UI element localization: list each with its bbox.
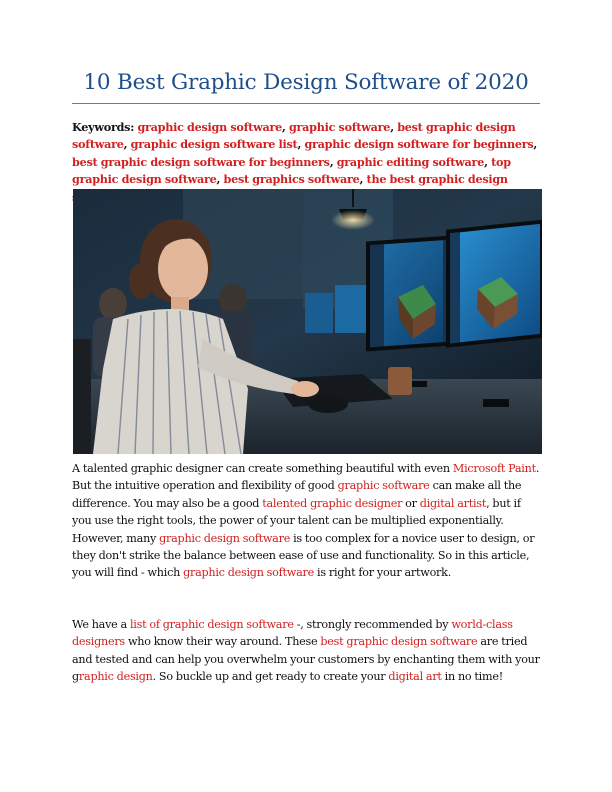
keyword-link[interactable]: best graphics software xyxy=(223,172,360,187)
keywords-label: Keywords: xyxy=(72,120,135,134)
text-run: is too complex for a novice user to design, or they don't strike the balance between ease of use and functionality. So in this article, you will find - which xyxy=(72,531,535,580)
keyword-link[interactable]: best graphic design software for beginners xyxy=(72,154,330,169)
inline-link[interactable]: graphic design software xyxy=(183,566,315,580)
hero-image xyxy=(73,189,542,454)
keyword-link[interactable]: graphic design software list xyxy=(130,137,298,152)
inline-link[interactable]: Microsoft Paint xyxy=(452,462,536,475)
inline-link[interactable]: digital art xyxy=(388,670,442,684)
text-run: -, strongly recommended by xyxy=(293,618,452,631)
intro-paragraph xyxy=(72,460,540,582)
keywords-list: graphic design software, graphic software, best graphic design software, graphic design software list, graphic design software for beginners, best graphic design software for beginners, graphic editing software, top graphic design software, best graphics software, the best graphic design xyxy=(72,120,537,204)
text-run: A talented graphic designer can create something beautiful with even xyxy=(72,462,453,475)
keyword-link[interactable]: best graphic design software xyxy=(72,120,516,152)
keyword-link[interactable]: graphic design software xyxy=(137,120,282,134)
inline-link[interactable]: graphic software xyxy=(337,479,430,493)
inline-link[interactable]: talented graphic designer xyxy=(262,496,403,510)
text-run: in no time! xyxy=(441,670,503,684)
text-run: . But the intuitive operation and flexibility of good xyxy=(72,462,540,493)
inline-link[interactable]: digital artist xyxy=(419,496,487,510)
inline-link[interactable]: best graphic design software xyxy=(320,635,478,649)
title-divider xyxy=(72,103,540,104)
keyword-link[interactable]: graphic editing software xyxy=(336,154,485,169)
text-run: We have a xyxy=(72,618,130,631)
keyword-link[interactable]: graphic software xyxy=(288,120,391,134)
inline-link[interactable]: raphic design xyxy=(78,670,153,684)
text-run: is right for your artwork. xyxy=(314,566,451,580)
recommendation-paragraph xyxy=(72,616,540,686)
text-run: , but if you use the right tools, the power of your talent can be multiplied exponentially. However, many xyxy=(72,496,521,545)
inline-link[interactable]: list of graphic design software xyxy=(129,618,294,631)
keyword-link[interactable]: graphic design software for beginners xyxy=(304,137,534,152)
photo-woman-designer-at-dual-monitors-icon xyxy=(73,189,542,454)
inline-link[interactable]: world-class designers xyxy=(72,618,513,649)
text-run: who know their way around. These xyxy=(124,635,321,649)
text-run: or xyxy=(402,496,420,510)
keyword-link[interactable]: the best graphic design xyxy=(366,172,508,187)
text-run: . So buckle up and get ready to create your xyxy=(152,670,389,684)
inline-link[interactable]: graphic design software xyxy=(159,531,291,545)
page-title: 10 Best Graphic Design Software of 2020 xyxy=(83,70,529,95)
text-run: can make all the difference. You may also be a good xyxy=(72,479,522,510)
keyword-link[interactable]: top graphic design software xyxy=(72,154,511,187)
text-run: are tried and tested and can help you overwhelm your customers by enchanting them with your g xyxy=(72,635,540,684)
